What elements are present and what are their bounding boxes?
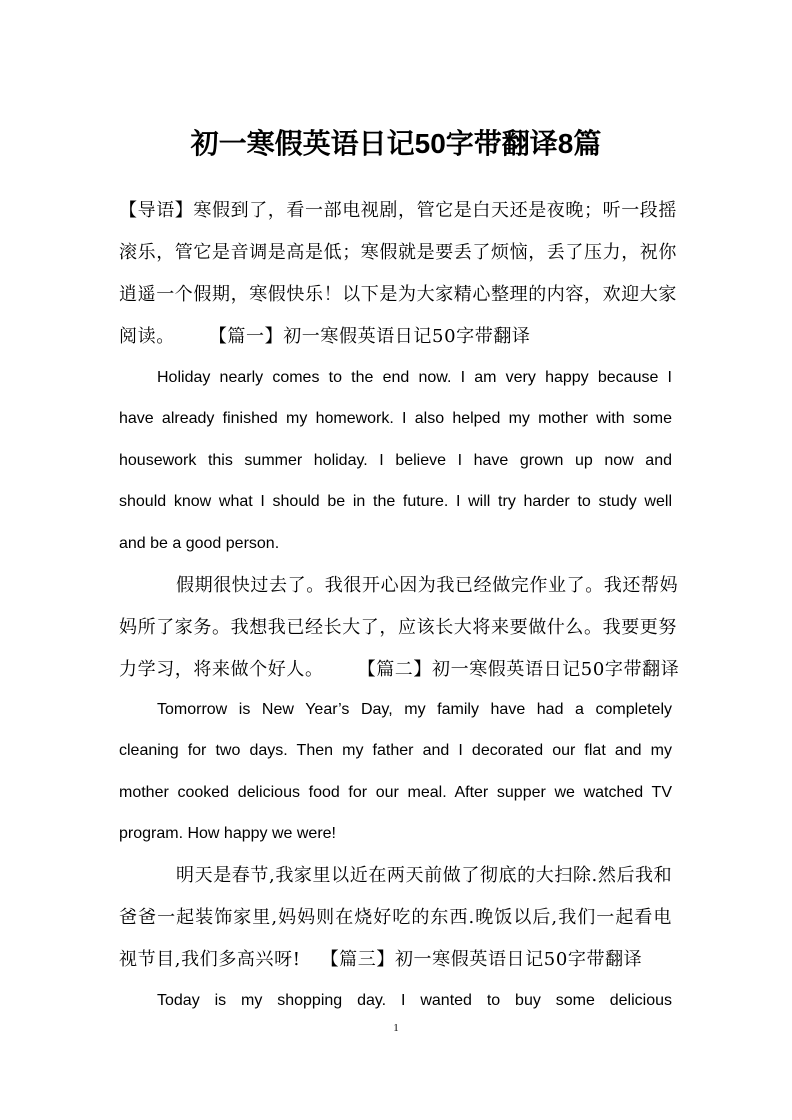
intro-line-1: 【导语】寒假到了，看一部电视剧，管它是白天还是夜晚；听一段摇: [119, 200, 677, 221]
piece1-en-line-2: have already finished my homework. I also helped my mother with some: [119, 410, 672, 427]
piece1-en-line-1: Holiday nearly comes to the end now. I am very happy because I: [157, 369, 672, 386]
piece1-cn-line-1: 假期很快过去了。我很开心因为我已经做完作业了。我还帮妈: [176, 575, 679, 596]
intro-line-2: 滚乐，管它是音调是高是低；寒假就是要丢了烦恼，丢了压力，祝你: [119, 242, 677, 263]
intro-line-4: [119, 323, 672, 351]
piece1-closing-text: 力学习，将来做个好人。: [119, 659, 324, 680]
piece1-en-line-5: and be a good person.: [119, 535, 280, 552]
piece1-en-line-4: should know what I should be in the future. I will try harder to study well: [119, 493, 672, 510]
piece1-cn-line-2: 妈所了家务。我想我已经长大了，应该长大将来要做什么。我要更努: [119, 617, 677, 638]
intro-closing-text: 阅读。: [119, 326, 175, 347]
piece2-en-line-2: cleaning for two days. Then my father and I decorated our flat and my: [119, 742, 672, 759]
intro-line-3: 逍遥一个假期，寒假快乐！以下是为大家精心整理的内容，欢迎大家: [119, 284, 677, 305]
document-title: 初一寒假英语日记50字带翻译8篇: [190, 128, 602, 159]
piece2-closing-text: 视节目,我们多高兴呀!: [119, 949, 301, 970]
section-heading-2: 【篇二】初一寒假英语日记50字带翻译: [357, 659, 680, 680]
piece3-en-line-1: Today is my shopping day. I wanted to buy some delicious: [157, 992, 672, 1009]
section-heading-1: 【篇一】初一寒假英语日记50字带翻译: [208, 326, 531, 347]
piece2-en-line-4: program. How happy we were!: [119, 825, 336, 842]
piece2-cn-line-3: [119, 946, 672, 974]
piece2-cn-line-1: 明天是春节,我家里以近在两天前做了彻底的大扫除.然后我和: [176, 865, 673, 886]
piece2-en-line-1: Tomorrow is New Year’s Day, my family have had a completely: [157, 701, 672, 718]
page-number: 1: [393, 1022, 399, 1034]
piece2-en-line-3: mother cooked delicious food for our meal. After supper we watched TV: [119, 784, 672, 801]
piece1-en-line-3: housework this summer holiday. I believe I have grown up now and: [119, 452, 672, 469]
piece1-cn-line-3: [119, 656, 680, 684]
section-heading-3: 【篇三】初一寒假英语日记50字带翻译: [320, 949, 643, 970]
piece2-cn-line-2: 爸爸一起装饰家里,妈妈则在烧好吃的东西.晚饭以后,我们一起看电: [119, 907, 672, 928]
